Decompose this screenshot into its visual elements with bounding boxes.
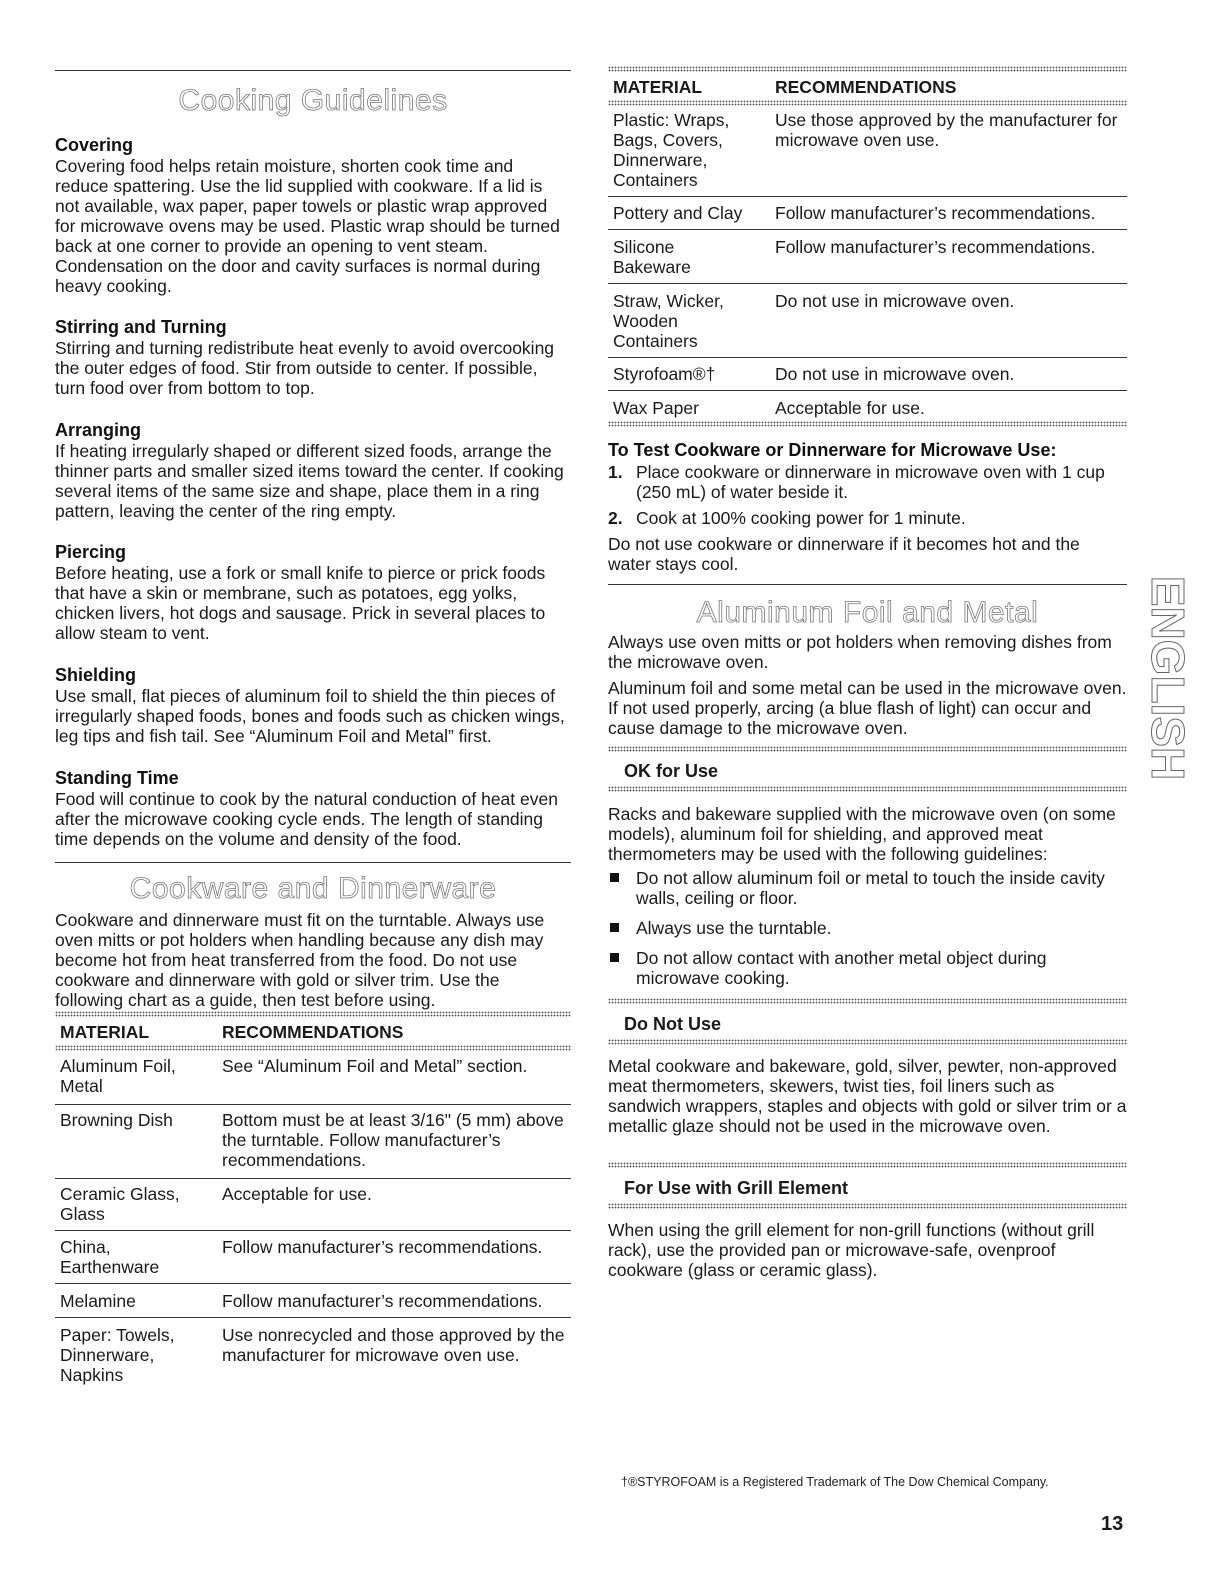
row-divider: [55, 1317, 571, 1318]
row-recommendation: Use those approved by the manufacturer for microwave oven use.: [775, 110, 1118, 150]
row-recommendation: Do not use in microwave oven.: [775, 364, 1015, 384]
step-number: 1.: [608, 462, 623, 482]
row-recommendation: See “Aluminum Foil and Metal” section.: [222, 1056, 528, 1076]
row-divider: [608, 196, 1127, 197]
test-section: [608, 439, 1127, 461]
bullet-text: Do not allow aluminum foil or metal to touch the inside cavity walls, ceiling or floor.: [636, 868, 1105, 908]
table-top-border: [608, 66, 1127, 72]
shielding-heading: Shielding: [55, 665, 136, 685]
list-item: [608, 948, 1127, 988]
row-material: Paper: Towels, Dinnerware, Napkins: [60, 1325, 175, 1385]
row-recommendation: Acceptable for use.: [775, 398, 925, 418]
piercing-text: Before heating, use a fork or small knife to pierce or prick foods that have a skin or membrane, such as potatoes, egg yolks, chicken livers, hot dogs and sausage. Prick in several places to allow steam to vent.: [55, 563, 546, 643]
ok-for-use-title: OK for Use: [624, 761, 719, 781]
box-top-border: [608, 746, 1127, 752]
row-divider: [55, 1178, 571, 1179]
standing-section: [55, 767, 571, 849]
row-divider: [608, 283, 1127, 284]
step-text: Cook at 100% cooking power for 1 minute.: [636, 508, 966, 528]
arranging-section: [55, 419, 571, 521]
covering-heading: Covering: [55, 135, 134, 155]
language-tab-label: ENGLISH: [1142, 575, 1194, 781]
standing-heading: Standing Time: [55, 768, 179, 788]
do-not-use-text: Metal cookware and bakeware, gold, silver, pewter, non-approved meat thermometers, skewers, twist ties, foil liners such as sandwich wrappers, staples and objects with gold or silver trim or a metallic glaze should not be used in the microwave oven.: [608, 1056, 1127, 1136]
row-divider: [608, 357, 1127, 358]
box-bottom-border: [608, 1039, 1127, 1045]
row-material: Plastic: Wraps, Bags, Covers, Dinnerware, Containers: [613, 110, 730, 190]
step-text: Place cookware or dinnerware in microwave oven with 1 cup (250 mL) of water beside it.: [636, 462, 1105, 502]
row-material: Ceramic Glass, Glass: [60, 1184, 180, 1224]
foil-paragraph-1: Always use oven mitts or pot holders when removing dishes from the microwave oven.: [608, 632, 1112, 672]
list-item: [608, 918, 1127, 938]
foil-paragraph-2: Aluminum foil and some metal can be used in the microwave oven. If not used properly, arcing (a blue flash of light) can occur and cause damage to the microwave oven.: [608, 678, 1127, 738]
stirring-text: Stirring and turning redistribute heat evenly to avoid overcooking the outer edges of food. Stir from outside to center. If possible, turn food over from bottom to top.: [55, 338, 555, 398]
row-divider: [55, 1283, 571, 1284]
test-note: Do not use cookware or dinnerware if it becomes hot and the water stays cool.: [608, 534, 1080, 574]
section-rule: [55, 862, 571, 863]
piercing-heading: Piercing: [55, 542, 127, 562]
box-top-border: [608, 1162, 1127, 1168]
cookware-text: Cookware and dinnerware must fit on the turntable. Always use oven mitts or pot holders when handling because any dish may become hot from heat transferred from the food. Do not use cookware and dinnerware with gold or silver trim. Use the following chart as a guide, then test before using.: [55, 910, 545, 1010]
table-header-border: [608, 100, 1127, 106]
stirring-section: [55, 316, 571, 398]
recommendations-header: RECOMMENDATIONS: [222, 1022, 404, 1042]
row-material: Styrofoam®†: [613, 364, 716, 384]
table-bottom-border: [608, 421, 1127, 427]
row-divider: [55, 1230, 571, 1231]
row-recommendation: Follow manufacturer’s recommendations.: [775, 237, 1096, 257]
table-top-border: [55, 1011, 571, 1017]
ok-for-use-text: Racks and bakeware supplied with the microwave oven (on some models), aluminum foil for shielding, and approved meat thermometers may be used with the following guidelines:: [608, 804, 1116, 864]
material-header: MATERIAL: [60, 1022, 150, 1042]
piercing-section: [55, 541, 571, 643]
list-item: [608, 868, 1127, 908]
covering-section: [55, 134, 571, 296]
row-recommendation: Bottom must be at least 3/16" (5 mm) above the turntable. Follow manufacturer’s recommendations.: [222, 1110, 564, 1170]
shielding-section: [55, 664, 571, 746]
row-recommendation: Use nonrecycled and those approved by the manufacturer for microwave oven use.: [222, 1325, 565, 1365]
row-material: Browning Dish: [60, 1110, 173, 1130]
shielding-text: Use small, flat pieces of aluminum foil to shield the thin pieces of irregularly shaped foods, bones and foods such as chicken wings, leg tips and fish tail. See “Aluminum Foil and Metal” first.: [55, 686, 565, 746]
section-rule: [608, 584, 1127, 585]
language-tab: [1142, 566, 1194, 790]
row-divider: [608, 229, 1127, 230]
grill-title: For Use with Grill Element: [624, 1178, 849, 1198]
arranging-text: If heating irregularly shaped or different sized foods, arrange the thinner parts and smaller sized items toward the center. If cooking several items of the same size and shape, place them in a ring pattern, leaving the center of the ring empty.: [55, 441, 564, 521]
cooking-guidelines-title: Cooking Guidelines: [178, 84, 448, 117]
box-bottom-border: [608, 1203, 1127, 1209]
row-recommendation: Acceptable for use.: [222, 1184, 372, 1204]
covering-text: Covering food helps retain moisture, shorten cook time and reduce spattering. Use the lid supplied with cookware. If a lid is not available, wax paper, paper towels or plastic wrap approved for microwave ovens may be used. Plastic wrap should be turned back at one corner to provide an opening to vent steam. Condensation on the door and cavity surfaces is normal during heavy cooking.: [55, 156, 560, 296]
row-material: China, Earthenware: [60, 1237, 160, 1277]
list-item: [608, 508, 1127, 528]
row-material: Silicone Bakeware: [613, 237, 691, 277]
row-recommendation: Follow manufacturer’s recommendations.: [222, 1291, 543, 1311]
row-material: Melamine: [60, 1291, 136, 1311]
recommendations-header: RECOMMENDATIONS: [775, 77, 957, 97]
step-number: 2.: [608, 508, 623, 528]
page-number: 13: [1101, 1513, 1124, 1535]
stirring-heading: Stirring and Turning: [55, 317, 227, 337]
standing-text: Food will continue to cook by the natural conduction of heat even after the microwave cooking cycle ends. The length of standing time depends on the volume and density of the food.: [55, 789, 558, 849]
table-header-border: [55, 1045, 571, 1051]
row-divider: [55, 1104, 571, 1105]
section-rule: [55, 70, 571, 71]
grill-text: When using the grill element for non-grill functions (without grill rack), use the provided pan or microwave-safe, ovenproof cookware (glass or ceramic glass).: [608, 1220, 1095, 1280]
row-recommendation: Do not use in microwave oven.: [775, 291, 1015, 311]
test-steps: [608, 462, 1127, 534]
do-not-use-title: Do Not Use: [624, 1014, 722, 1034]
row-recommendation: Follow manufacturer’s recommendations.: [775, 203, 1096, 223]
box-top-border: [608, 998, 1127, 1004]
bullet-text: Do not allow contact with another metal object during microwave cooking.: [636, 948, 1047, 988]
foil-title: Aluminum Foil and Metal: [696, 596, 1039, 629]
bullet-icon: [610, 873, 619, 882]
row-material: Pottery and Clay: [613, 203, 743, 223]
row-recommendation: Follow manufacturer’s recommendations.: [222, 1237, 543, 1257]
material-header: MATERIAL: [613, 77, 703, 97]
bullet-text: Always use the turntable.: [636, 918, 832, 938]
ok-guidelines: [608, 868, 1127, 998]
arranging-heading: Arranging: [55, 420, 142, 440]
row-material: Wax Paper: [613, 398, 699, 418]
test-heading: To Test Cookware or Dinnerware for Microwave Use:: [608, 440, 1057, 460]
bullet-icon: [610, 923, 619, 932]
cookware-title: Cookware and Dinnerware: [129, 872, 497, 905]
row-material: Aluminum Foil, Metal: [60, 1056, 176, 1096]
footnote: †®STYROFOAM is a Registered Trademark of The Dow Chemical Company.: [621, 1475, 1049, 1489]
row-divider: [608, 390, 1127, 391]
bullet-icon: [610, 953, 619, 962]
row-material: Straw, Wicker, Wooden Containers: [613, 291, 724, 351]
box-bottom-border: [608, 786, 1127, 792]
list-item: [608, 462, 1127, 502]
